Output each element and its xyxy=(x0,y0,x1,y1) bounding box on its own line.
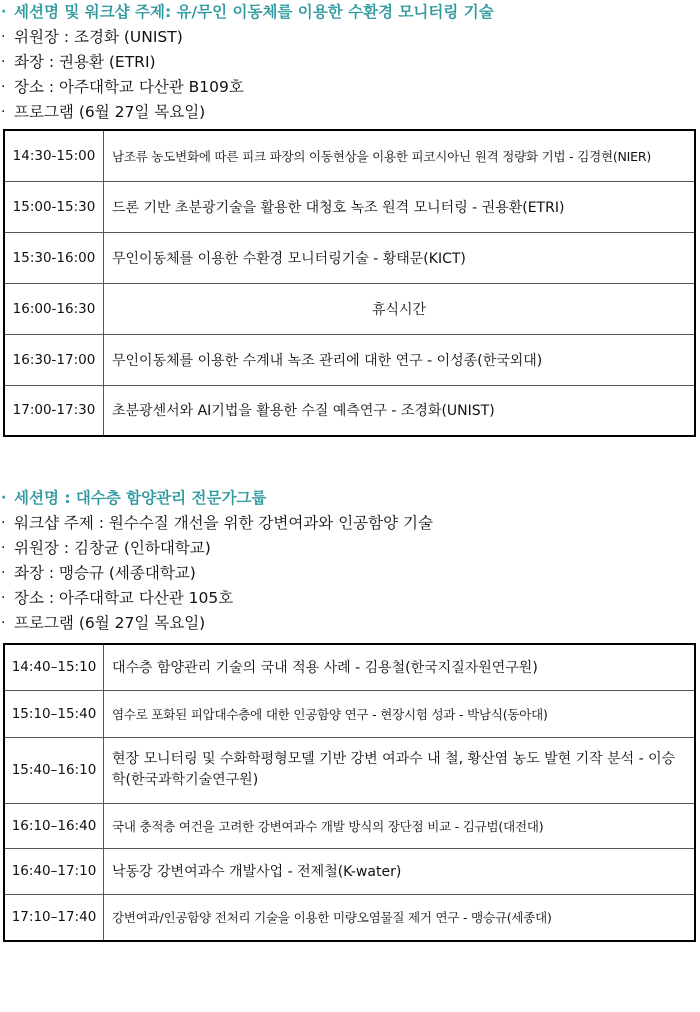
talk-cell: 강변여과/인공함양 전처리 기술을 이용한 미량오염물질 제거 연구 - 맹승규(세종대) xyxy=(104,894,696,941)
time-cell: 17:00-17:30 xyxy=(4,385,104,436)
talk-cell: 염수로 포화된 피압대수층에 대한 인공함양 연구 - 현장시험 성과 - 박남식(동아대) xyxy=(104,690,696,737)
chair-line xyxy=(0,25,700,50)
time-cell: 16:30-17:00 xyxy=(4,334,104,385)
time-cell: 16:10–16:40 xyxy=(4,803,104,848)
talk-cell: 드론 기반 초분광기술을 활용한 대청호 녹조 원격 모니터링 - 권용환(ETRI) xyxy=(104,181,696,232)
moderator-text: 좌장 : 권용환 (ETRI) xyxy=(14,53,156,71)
time-cell: 14:40–15:10 xyxy=(4,644,104,690)
time-cell: 16:00-16:30 xyxy=(4,283,104,334)
bullet-icon: · xyxy=(1,615,6,631)
topic-text: 워크샵 주제 : 원수수질 개선을 위한 강변여과와 인공함양 기술 xyxy=(14,514,433,532)
bullet-icon: · xyxy=(1,590,6,606)
bullet-icon: · xyxy=(1,515,6,531)
bullet-icon: · xyxy=(1,54,6,70)
talk-cell: 대수층 함양관리 기술의 국내 적용 사례 - 김용철(한국지질자원연구원) xyxy=(104,644,696,690)
talk-cell: 무인이동체를 이용한 수계내 녹조 관리에 대한 연구 - 이성종(한국외대) xyxy=(104,334,696,385)
moderator-line xyxy=(0,561,700,586)
table-row xyxy=(4,848,695,894)
program-text: 프로그램 (6월 27일 목요일) xyxy=(14,103,206,121)
time-cell: 15:40–16:10 xyxy=(4,737,104,803)
time-cell: 17:10–17:40 xyxy=(4,894,104,941)
table-row xyxy=(4,737,695,803)
table-row xyxy=(4,232,695,283)
session-2-title xyxy=(0,486,700,511)
table-row xyxy=(4,803,695,848)
venue-line xyxy=(0,75,700,100)
chair-text: 위원장 : 조경화 (UNIST) xyxy=(14,28,183,46)
bullet-icon: · xyxy=(1,29,6,45)
time-cell: 15:00-15:30 xyxy=(4,181,104,232)
moderator-text: 좌장 : 맹승규 (세종대학교) xyxy=(14,564,196,582)
talk-cell: 초분광센서와 AI기법을 활용한 수질 예측연구 - 조경화(UNIST) xyxy=(104,385,696,436)
time-cell: 14:30-15:00 xyxy=(4,130,104,181)
program-line xyxy=(0,100,700,125)
program-table xyxy=(3,643,696,942)
time-cell: 15:30-16:00 xyxy=(4,232,104,283)
bullet-icon: · xyxy=(1,4,7,20)
venue-line xyxy=(0,586,700,611)
talk-cell: 국내 충적층 여건을 고려한 강변여과수 개발 방식의 장단점 비교 - 김규범(대전대) xyxy=(104,803,696,848)
program-line xyxy=(0,611,700,636)
talk-cell: 무인이동체를 이용한 수환경 모니터링기술 - 황태문(KICT) xyxy=(104,232,696,283)
program-text: 프로그램 (6월 27일 목요일) xyxy=(14,614,206,632)
table-row xyxy=(4,644,695,690)
talk-cell: 낙동강 강변여과수 개발사업 - 전제철(K-water) xyxy=(104,848,696,894)
talk-cell: 현장 모니터링 및 수화학평형모델 기반 강변 여과수 내 철, 황산염 농도 발현 기작 분석 - 이승학(한국과학기술연구원) xyxy=(104,737,696,803)
table-row xyxy=(4,894,695,941)
chair-text: 위원장 : 김창균 (인하대학교) xyxy=(14,539,211,557)
break-cell: 휴식시간 xyxy=(104,283,696,334)
topic-line xyxy=(0,511,700,536)
bullet-icon: · xyxy=(1,540,6,556)
table-row xyxy=(4,334,695,385)
bullet-icon: · xyxy=(1,79,6,95)
bullet-icon: · xyxy=(1,490,7,506)
time-cell: 16:40–17:10 xyxy=(4,848,104,894)
venue-text: 장소 : 아주대학교 다산관 B109호 xyxy=(14,78,244,96)
table-row xyxy=(4,181,695,232)
bullet-icon: · xyxy=(1,565,6,581)
table-row xyxy=(4,130,695,181)
table-row xyxy=(4,385,695,436)
session-1 xyxy=(0,0,700,420)
session-2 xyxy=(0,486,700,926)
bullet-icon: · xyxy=(1,104,6,120)
moderator-line xyxy=(0,50,700,75)
program-table xyxy=(3,129,696,437)
session-title-text: 세션명 및 워크샵 주제: 유/무인 이동체를 이용한 수환경 모니터링 기술 xyxy=(14,3,494,21)
session-title-text: 세션명 : 대수층 함양관리 전문가그룹 xyxy=(14,489,267,507)
chair-line xyxy=(0,536,700,561)
session-1-title xyxy=(0,0,700,25)
time-cell: 15:10–15:40 xyxy=(4,690,104,737)
venue-text: 장소 : 아주대학교 다산관 105호 xyxy=(14,589,234,607)
table-row xyxy=(4,690,695,737)
table-row xyxy=(4,283,695,334)
talk-cell: 남조류 농도변화에 따른 피크 파장의 이동현상을 이용한 피코시아닌 원격 정량화 기법 - 김경현(NIER) xyxy=(104,130,696,181)
